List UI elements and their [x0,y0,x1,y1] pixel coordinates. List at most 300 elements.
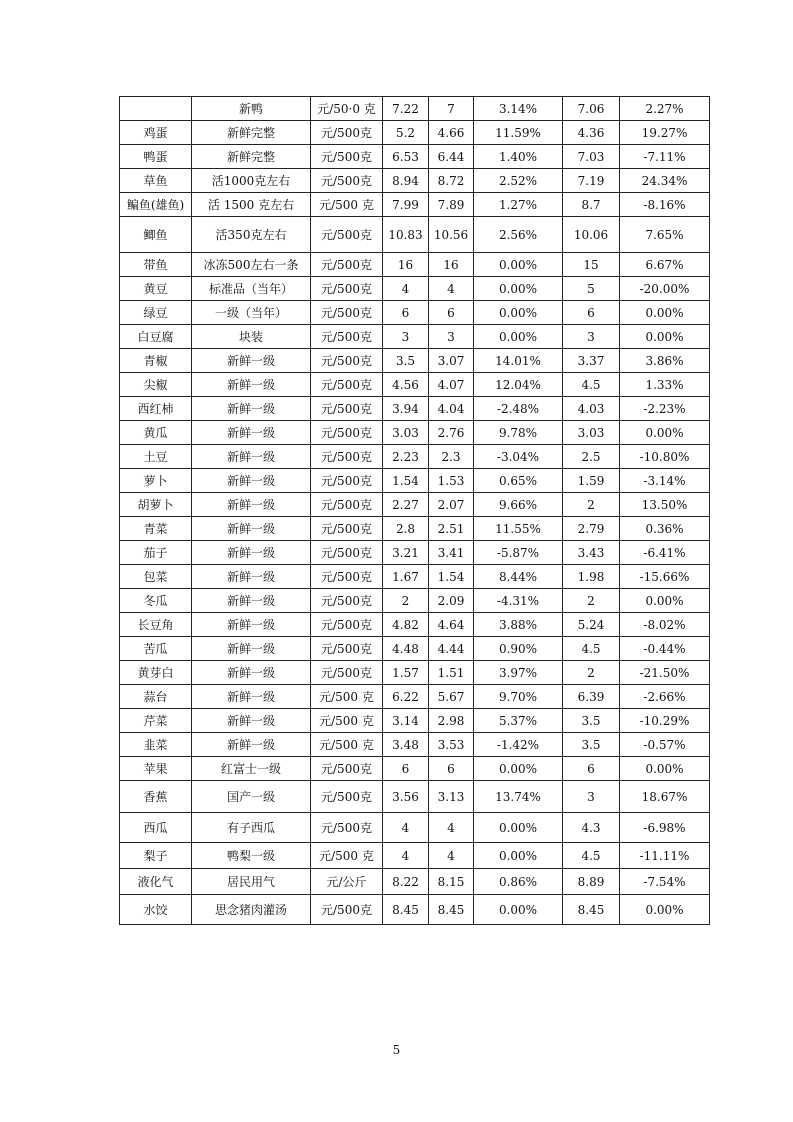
cell-spec: 新鲜一级 [192,733,311,757]
cell-change-rate: 5.37% [474,709,563,733]
cell-year-change-rate: 7.65% [620,217,710,253]
cell-unit: 元/500克 [311,373,383,397]
cell-current-price: 3.56 [383,781,429,813]
cell-current-price: 4 [383,813,429,843]
cell-year-change-rate: 3.86% [620,349,710,373]
cell-previous-price: 4.44 [429,637,474,661]
cell-year-change-rate: 6.67% [620,253,710,277]
cell-current-price: 2 [383,589,429,613]
cell-previous-price: 1.51 [429,661,474,685]
cell-year-change-rate: -0.44% [620,637,710,661]
cell-current-price: 3.03 [383,421,429,445]
cell-year-ago-price: 3.43 [563,541,620,565]
cell-previous-price: 6.44 [429,145,474,169]
cell-unit: 元/500克 [311,253,383,277]
cell-spec: 块装 [192,325,311,349]
cell-year-ago-price: 7.19 [563,169,620,193]
cell-year-change-rate: 0.00% [620,895,710,925]
cell-spec: 国产一级 [192,781,311,813]
cell-current-price: 5.2 [383,121,429,145]
cell-unit: 元/50·0 克 [311,97,383,121]
cell-previous-price: 4 [429,843,474,869]
cell-item-name: 冬瓜 [120,589,192,613]
cell-item-name: 鳊鱼(雄鱼) [120,193,192,217]
cell-year-change-rate: 24.34% [620,169,710,193]
cell-year-ago-price: 2 [563,661,620,685]
cell-change-rate: 12.04% [474,373,563,397]
cell-year-change-rate: -8.16% [620,193,710,217]
cell-change-rate: 0.00% [474,277,563,301]
cell-year-change-rate: 0.00% [620,325,710,349]
cell-item-name: 西红柿 [120,397,192,421]
cell-unit: 元/500 克 [311,193,383,217]
table-row [120,781,710,813]
cell-item-name: 青菜 [120,517,192,541]
table-row [120,445,710,469]
cell-current-price: 2.27 [383,493,429,517]
cell-change-rate: 14.01% [474,349,563,373]
table-row [120,121,710,145]
cell-current-price: 8.94 [383,169,429,193]
cell-previous-price: 3 [429,325,474,349]
cell-current-price: 6 [383,301,429,325]
cell-unit: 元/500克 [311,325,383,349]
cell-year-ago-price: 4.5 [563,373,620,397]
cell-spec: 新鲜一级 [192,493,311,517]
table-row [120,169,710,193]
cell-year-ago-price: 7.03 [563,145,620,169]
table-row [120,373,710,397]
cell-year-ago-price: 3 [563,325,620,349]
cell-year-ago-price: 3.37 [563,349,620,373]
cell-year-ago-price: 6 [563,757,620,781]
cell-spec: 活1000克左右 [192,169,311,193]
cell-year-change-rate: -10.80% [620,445,710,469]
table-row [120,493,710,517]
cell-unit: 元/500克 [311,517,383,541]
cell-change-rate: 11.55% [474,517,563,541]
cell-unit: 元/500 克 [311,733,383,757]
cell-item-name: 黄芽白 [120,661,192,685]
cell-current-price: 2.8 [383,517,429,541]
cell-change-rate: 2.52% [474,169,563,193]
price-table [119,96,710,925]
cell-change-rate: -5.87% [474,541,563,565]
cell-spec: 思念猪肉灌汤 [192,895,311,925]
table-row [120,733,710,757]
cell-change-rate: -2.48% [474,397,563,421]
cell-current-price: 4 [383,843,429,869]
cell-previous-price: 2.98 [429,709,474,733]
cell-change-rate: 0.00% [474,325,563,349]
cell-item-name: 胡萝卜 [120,493,192,517]
table-row [120,301,710,325]
cell-year-change-rate: -0.57% [620,733,710,757]
table-row [120,325,710,349]
cell-current-price: 16 [383,253,429,277]
cell-previous-price: 4.66 [429,121,474,145]
cell-item-name: 香蕉 [120,781,192,813]
cell-unit: 元/500 克 [311,709,383,733]
cell-year-change-rate: 0.00% [620,421,710,445]
cell-spec: 新鲜一级 [192,349,311,373]
cell-year-change-rate: -6.41% [620,541,710,565]
table-row [120,565,710,589]
cell-year-ago-price: 4.5 [563,843,620,869]
table-row [120,469,710,493]
cell-year-ago-price: 2 [563,589,620,613]
cell-change-rate: 0.00% [474,813,563,843]
cell-item-name: 液化气 [120,869,192,895]
table-row [120,685,710,709]
cell-year-ago-price: 6.39 [563,685,620,709]
cell-spec: 有子西瓜 [192,813,311,843]
cell-year-change-rate: -11.11% [620,843,710,869]
cell-unit: 元/500克 [311,217,383,253]
table-row [120,277,710,301]
cell-item-name: 鲫鱼 [120,217,192,253]
table-row [120,217,710,253]
cell-year-ago-price: 10.06 [563,217,620,253]
cell-current-price: 4.48 [383,637,429,661]
cell-unit: 元/500克 [311,589,383,613]
cell-previous-price: 4.07 [429,373,474,397]
cell-year-change-rate: 2.27% [620,97,710,121]
cell-spec: 新鲜一级 [192,613,311,637]
cell-current-price: 2.23 [383,445,429,469]
cell-year-ago-price: 7.06 [563,97,620,121]
cell-unit: 元/500克 [311,613,383,637]
cell-change-rate: 1.40% [474,145,563,169]
cell-item-name: 白豆腐 [120,325,192,349]
cell-year-ago-price: 1.98 [563,565,620,589]
cell-previous-price: 2.76 [429,421,474,445]
cell-previous-price: 6 [429,757,474,781]
cell-year-change-rate: 1.33% [620,373,710,397]
cell-year-change-rate: 18.67% [620,781,710,813]
cell-unit: 元/公斤 [311,869,383,895]
cell-item-name: 水饺 [120,895,192,925]
table-row [120,637,710,661]
cell-current-price: 1.57 [383,661,429,685]
cell-previous-price: 4.04 [429,397,474,421]
cell-spec: 新鲜一级 [192,517,311,541]
cell-previous-price: 2.07 [429,493,474,517]
cell-unit: 元/500克 [311,397,383,421]
cell-previous-price: 2.51 [429,517,474,541]
cell-year-ago-price: 3.03 [563,421,620,445]
cell-previous-price: 2.09 [429,589,474,613]
cell-change-rate: 1.27% [474,193,563,217]
cell-year-ago-price: 2 [563,493,620,517]
cell-previous-price: 6 [429,301,474,325]
cell-previous-price: 10.56 [429,217,474,253]
table-row [120,843,710,869]
cell-spec: 新鸭 [192,97,311,121]
cell-year-ago-price: 4.3 [563,813,620,843]
cell-change-rate: 2.56% [474,217,563,253]
cell-previous-price: 3.53 [429,733,474,757]
cell-spec: 新鲜一级 [192,565,311,589]
cell-year-ago-price: 15 [563,253,620,277]
cell-change-rate: 0.65% [474,469,563,493]
cell-change-rate: 0.86% [474,869,563,895]
cell-current-price: 4 [383,277,429,301]
cell-unit: 元/500克 [311,541,383,565]
cell-year-change-rate: 0.00% [620,757,710,781]
cell-year-change-rate: -21.50% [620,661,710,685]
table-row [120,661,710,685]
cell-year-ago-price: 3.5 [563,733,620,757]
table-row [120,97,710,121]
cell-year-change-rate: 0.00% [620,301,710,325]
table-row [120,397,710,421]
cell-change-rate: 9.70% [474,685,563,709]
cell-year-change-rate: -6.98% [620,813,710,843]
cell-item-name: 蒜台 [120,685,192,709]
cell-current-price: 1.54 [383,469,429,493]
cell-previous-price: 1.54 [429,565,474,589]
cell-previous-price: 7.89 [429,193,474,217]
cell-previous-price: 3.07 [429,349,474,373]
cell-unit: 元/500克 [311,145,383,169]
cell-item-name: 草鱼 [120,169,192,193]
cell-current-price: 8.45 [383,895,429,925]
cell-previous-price: 5.67 [429,685,474,709]
table-row [120,541,710,565]
cell-year-ago-price: 8.7 [563,193,620,217]
cell-item-name: 黄豆 [120,277,192,301]
cell-current-price: 7.99 [383,193,429,217]
cell-current-price: 3 [383,325,429,349]
cell-item-name: 苦瓜 [120,637,192,661]
cell-item-name: 带鱼 [120,253,192,277]
table-row [120,709,710,733]
cell-year-change-rate: 13.50% [620,493,710,517]
cell-unit: 元/500克 [311,277,383,301]
cell-previous-price: 8.72 [429,169,474,193]
cell-unit: 元/500克 [311,169,383,193]
cell-change-rate: -3.04% [474,445,563,469]
cell-year-ago-price: 6 [563,301,620,325]
cell-unit: 元/500克 [311,301,383,325]
table-row [120,349,710,373]
cell-spec: 新鲜一级 [192,661,311,685]
cell-current-price: 1.67 [383,565,429,589]
cell-current-price: 6.53 [383,145,429,169]
cell-change-rate: 0.00% [474,843,563,869]
cell-spec: 新鲜完整 [192,145,311,169]
cell-unit: 元/500克 [311,493,383,517]
cell-previous-price: 3.13 [429,781,474,813]
table-row [120,613,710,637]
cell-year-change-rate: -7.54% [620,869,710,895]
cell-change-rate: 0.00% [474,253,563,277]
cell-year-ago-price: 2.79 [563,517,620,541]
cell-year-ago-price: 3 [563,781,620,813]
cell-previous-price: 2.3 [429,445,474,469]
cell-change-rate: 3.97% [474,661,563,685]
cell-current-price: 3.48 [383,733,429,757]
cell-year-change-rate: -2.66% [620,685,710,709]
cell-spec: 新鲜一级 [192,373,311,397]
cell-current-price: 8.22 [383,869,429,895]
cell-spec: 活350克左右 [192,217,311,253]
cell-current-price: 10.83 [383,217,429,253]
cell-change-rate: 9.66% [474,493,563,517]
cell-spec: 冰冻500左右一条 [192,253,311,277]
cell-current-price: 3.5 [383,349,429,373]
cell-unit: 元/500克 [311,757,383,781]
cell-spec: 新鲜一级 [192,421,311,445]
cell-change-rate: 0.90% [474,637,563,661]
cell-previous-price: 1.53 [429,469,474,493]
cell-spec: 标准品（当年） [192,277,311,301]
cell-unit: 元/500克 [311,781,383,813]
cell-current-price: 3.94 [383,397,429,421]
cell-previous-price: 4 [429,277,474,301]
cell-spec: 一级（当年） [192,301,311,325]
cell-unit: 元/500 克 [311,685,383,709]
cell-spec: 新鲜一级 [192,685,311,709]
cell-year-change-rate: -7.11% [620,145,710,169]
table-row [120,517,710,541]
cell-item-name: 鸡蛋 [120,121,192,145]
table-row [120,895,710,925]
cell-change-rate: -1.42% [474,733,563,757]
cell-current-price: 3.14 [383,709,429,733]
cell-current-price: 4.56 [383,373,429,397]
cell-previous-price: 8.15 [429,869,474,895]
cell-change-rate: 3.14% [474,97,563,121]
cell-previous-price: 3.41 [429,541,474,565]
cell-unit: 元/500克 [311,349,383,373]
cell-year-change-rate: 0.00% [620,589,710,613]
cell-change-rate: 3.88% [474,613,563,637]
cell-change-rate: 11.59% [474,121,563,145]
cell-unit: 元/500克 [311,469,383,493]
cell-spec: 新鲜一级 [192,397,311,421]
cell-year-change-rate: -15.66% [620,565,710,589]
cell-year-ago-price: 5 [563,277,620,301]
price-table-body [120,97,710,925]
cell-previous-price: 16 [429,253,474,277]
table-row [120,253,710,277]
cell-current-price: 7.22 [383,97,429,121]
table-row [120,421,710,445]
cell-item-name: 苹果 [120,757,192,781]
cell-year-ago-price: 8.89 [563,869,620,895]
cell-item-name: 茄子 [120,541,192,565]
cell-year-ago-price: 4.03 [563,397,620,421]
cell-unit: 元/500克 [311,421,383,445]
cell-year-change-rate: 19.27% [620,121,710,145]
cell-spec: 新鲜完整 [192,121,311,145]
cell-spec: 新鲜一级 [192,541,311,565]
cell-current-price: 6.22 [383,685,429,709]
cell-spec: 新鲜一级 [192,445,311,469]
cell-unit: 元/500克 [311,661,383,685]
cell-change-rate: 13.74% [474,781,563,813]
cell-spec: 居民用气 [192,869,311,895]
table-row [120,757,710,781]
cell-spec: 红富士一级 [192,757,311,781]
cell-year-change-rate: -10.29% [620,709,710,733]
cell-unit: 元/500克 [311,121,383,145]
cell-item-name: 青椒 [120,349,192,373]
cell-item-name: 芹菜 [120,709,192,733]
table-row [120,193,710,217]
cell-unit: 元/500克 [311,445,383,469]
cell-change-rate: 9.78% [474,421,563,445]
cell-change-rate: 0.00% [474,301,563,325]
cell-current-price: 3.21 [383,541,429,565]
cell-item-name: 梨子 [120,843,192,869]
cell-unit: 元/500克 [311,813,383,843]
cell-item-name: 长豆角 [120,613,192,637]
cell-year-ago-price: 3.5 [563,709,620,733]
table-row [120,145,710,169]
cell-year-ago-price: 5.24 [563,613,620,637]
cell-year-change-rate: -20.00% [620,277,710,301]
cell-item-name: 西瓜 [120,813,192,843]
cell-change-rate: 0.00% [474,895,563,925]
cell-item-name: 韭菜 [120,733,192,757]
cell-year-ago-price: 2.5 [563,445,620,469]
cell-unit: 元/500克 [311,565,383,589]
cell-spec: 新鲜一级 [192,469,311,493]
table-row [120,813,710,843]
cell-item-name: 绿豆 [120,301,192,325]
cell-item-name: 土豆 [120,445,192,469]
page-number: 5 [392,1043,401,1057]
cell-unit: 元/500克 [311,895,383,925]
cell-current-price: 6 [383,757,429,781]
cell-previous-price: 8.45 [429,895,474,925]
cell-spec: 新鲜一级 [192,637,311,661]
cell-year-ago-price: 1.59 [563,469,620,493]
cell-previous-price: 4.64 [429,613,474,637]
cell-year-ago-price: 8.45 [563,895,620,925]
cell-spec: 活 1500 克左右 [192,193,311,217]
table-row [120,869,710,895]
cell-previous-price: 7 [429,97,474,121]
cell-previous-price: 4 [429,813,474,843]
cell-spec: 新鲜一级 [192,589,311,613]
cell-item-name: 包菜 [120,565,192,589]
cell-change-rate: 0.00% [474,757,563,781]
cell-unit: 元/500 克 [311,843,383,869]
cell-change-rate: -4.31% [474,589,563,613]
cell-item-name: 尖椒 [120,373,192,397]
cell-year-ago-price: 4.5 [563,637,620,661]
cell-year-change-rate: -8.02% [620,613,710,637]
cell-item-name: 黄瓜 [120,421,192,445]
cell-item-name: 鸭蛋 [120,145,192,169]
cell-item-name: 萝卜 [120,469,192,493]
cell-change-rate: 8.44% [474,565,563,589]
cell-spec: 新鲜一级 [192,709,311,733]
cell-current-price: 4.82 [383,613,429,637]
cell-spec: 鸭梨一级 [192,843,311,869]
table-row [120,589,710,613]
cell-year-ago-price: 4.36 [563,121,620,145]
cell-year-change-rate: 0.36% [620,517,710,541]
cell-item-name [120,97,192,121]
cell-year-change-rate: -2.23% [620,397,710,421]
cell-unit: 元/500克 [311,637,383,661]
cell-year-change-rate: -3.14% [620,469,710,493]
